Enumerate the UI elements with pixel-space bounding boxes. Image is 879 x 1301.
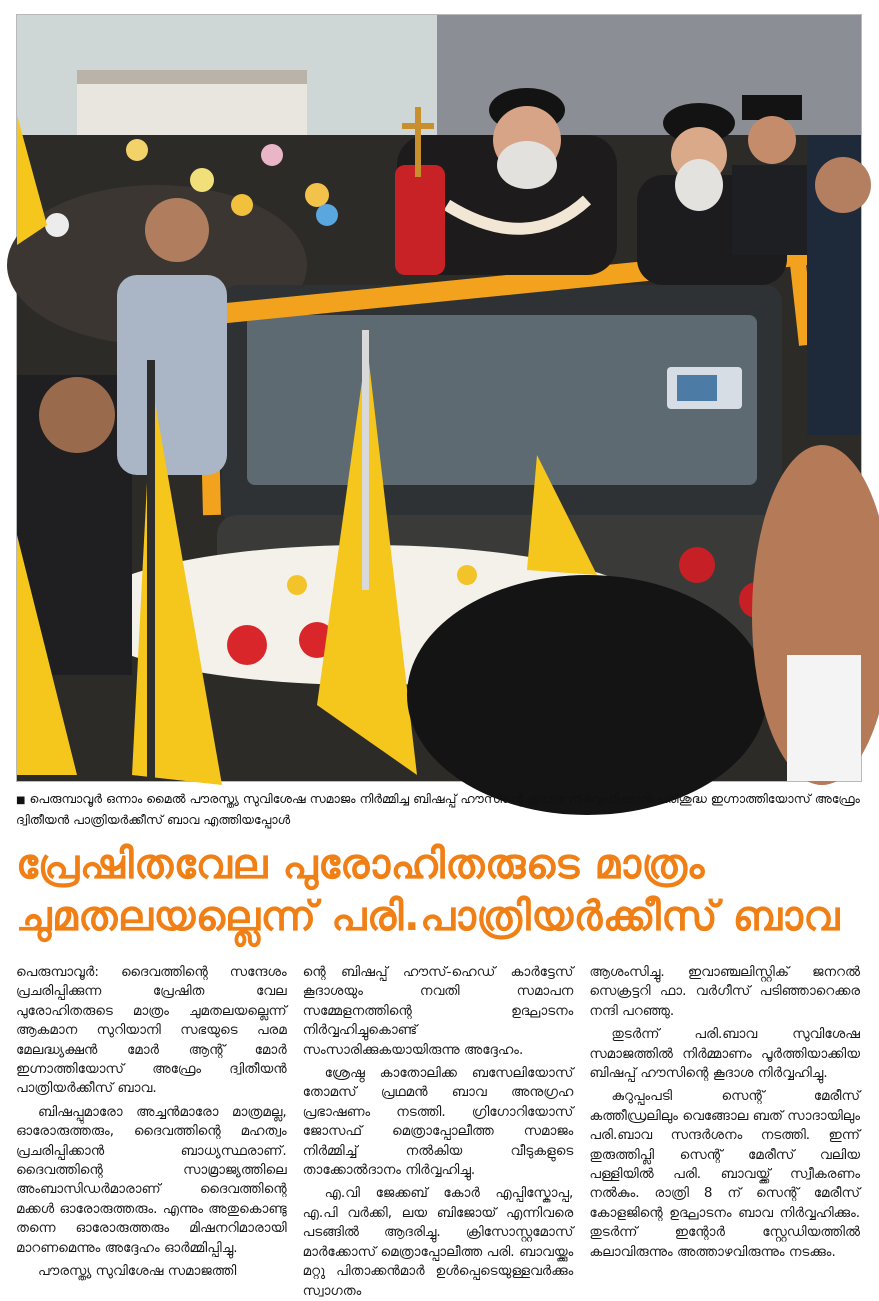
photo-illustration [17,15,861,781]
paragraph: ബിഷപ്പുമാരോ അച്ചൻമാരോ മാത്രമല്ല, ഓരോരുത്തരും, ദൈവത്തിന്റെ മഹത്വം പ്രചരിപ്പിക്കാൻ ബാധ്യസ്ഥരാണ്. ദൈവത്തിന്റെ സാമ്രാജ്യത്തിലെ അംബാസിഡർമാരാണ് ദൈവത്തിന്റെ മക്കൾ ഓരോരുത്തരും. എന്നും അതുകൊണ്ടു തന്നെ ഓരോരുത്തരും മിഷനറിമാരായി മാറണമെന്നും അദ്ദേഹം ഓർമ്മിപ്പിച്ചു. [16,1103,287,1256]
caption-marker: ■ [16,795,26,806]
paragraph: പൗരസ്ത്യ സുവിശേഷ സമാജത്തി [38,1263,237,1280]
headline-line-1: പ്രേഷിതവേല പുരോഹിതരുടെ മാത്രം [16,840,705,888]
article-body [16,963,861,1299]
article-column-1 [16,963,287,1281]
caption-text: പെരുമ്പാവൂർ ഒന്നാം മൈൽ പൗരസ്ത്യ സുവിശേഷ സമാജം നിർമ്മിച്ച ബിഷപ്പ് ഹൗസിന്റെ കൂദാശ നിർവ്വഹിക്കാൻ പരിശുദ്ധ ഇഗ്നാത്തിയോസ് അഫ്രേം ദ്വിതീയൻ പാത്രിയർക്കീസ് ബാവ എത്തിയപ്പോൾ [16,791,860,827]
headline [16,838,866,942]
article-column-3 [589,963,860,1281]
paragraph: ന്റെ ബിഷപ്പ് ഹൗസ്-ഹെഡ് കാർട്ടേസ് കൂദാശയും നവതി സമാപന സമ്മേളനത്തിന്റെ ഉദ്ഘാടനം നിർവ്വഹിച്ചുകൊണ്ട് സംസാരിക്കുകയായിരുന്നു അദ്ദേഹം. [302,964,574,1058]
paragraph: കുറുപ്പംപടി സെന്റ് മേരീസ് കത്തീഡ്രലിലും വെങ്ങോല ബത് സാദായിലും പരി.ബാവ സന്ദർശനം നടത്തി. ഇന്ന് തുരുത്തിപ്ലി സെന്റ് മേരീസ് വലിയ പള്ളിയിൽ പരി. ബാവയ്ക്ക് സ്വീകരണം നൽകും. രാത്രി 8 ന് സെന്റ് മേരീസ് കോളജിന്റെ ഉദ്ഘാടനം ബാവ നിർവ്വഹിക്കും. തുടർന്ന് ഇന്റോർ സ്റ്റേഡിയത്തിൽ കലാവിരുന്നും അത്താഴവിരുന്നും നടക്കും. [589,1088,861,1260]
paragraph: തുടർന്ന് പരി.ബാവ സുവിശേഷ സമാജത്തിൽ നിർമ്മാണം പൂർത്തിയാക്കിയ ബിഷപ്പ് ഹൗസിന്റെ കൂദാശ നിർവ്വഹിച്ചു. [589,1026,861,1082]
paragraph: ശ്രേഷ്ഠ കാതോലിക്ക ബസേലിയോസ് തോമസ് പ്രഥമൻ ബാവ അനുഗ്രഹ പ്രഭാഷണം നടത്തി. ഗ്രിഗോറിയോസ് ജോസഫ് മെത്രാപ്പോലീത്ത സമാജം നിർമ്മിച്ച് നൽകിയ വീടുകളുടെ താക്കോൽദാനം നിർവ്വഹിച്ചു. [302,1065,574,1179]
paragraph: ആശംസിച്ചു. ഇവാഞ്ചലിസ്റ്റിക് ജനറൽ സെക്രട്ടറി ഫാ. വർഗീസ് പടിഞ്ഞാറെക്കര നന്ദി പറഞ്ഞു. [589,964,861,1019]
paragraph: പെരുമ്പാവൂർ: ദൈവത്തിന്റെ സന്ദേശം പ്രചരിപ്പിക്കുന്ന പ്രേഷിത വേല പുരോഹിതരുടെ മാത്രം ചുമതലയല്ലെന്ന് ആകമാന സുറിയാനി സഭയുടെ പരമ മേലദ്ധ്യക്ഷൻ മോർ ആന്റ് മോർ ഇഗ്നാത്തിയോസ് അഫ്രേം ദ്വിതീയൻ പാത്രിയർക്കീസ് ബാവ. [16,964,287,1097]
news-photo [16,14,862,782]
article-column-2 [302,963,574,1299]
photo-caption [16,789,860,829]
headline-line-2: ചുമതലയല്ലെന്ന് പരി.പാത്രിയർക്കീസ് ബാവ [16,892,840,940]
paragraph: എ.വി ജേക്കബ് കോർ എപ്പിസ്കോപ്പ, എ.പി വർക്കി, ലയ ബിജോയ് എന്നിവരെ പടങ്ങിൽ ആദരിച്ചു. ക്രിസോസ്റ്റമോസ് മാർക്കോസ് മെത്രാപ്പോലീത്ത പരി. ബാവയ്ക്കും മറ്റു പിതാക്കൻമാർ ഉൾപ്പെടെയുള്ളവർക്കും സ്വാഗതം [302,1185,574,1299]
